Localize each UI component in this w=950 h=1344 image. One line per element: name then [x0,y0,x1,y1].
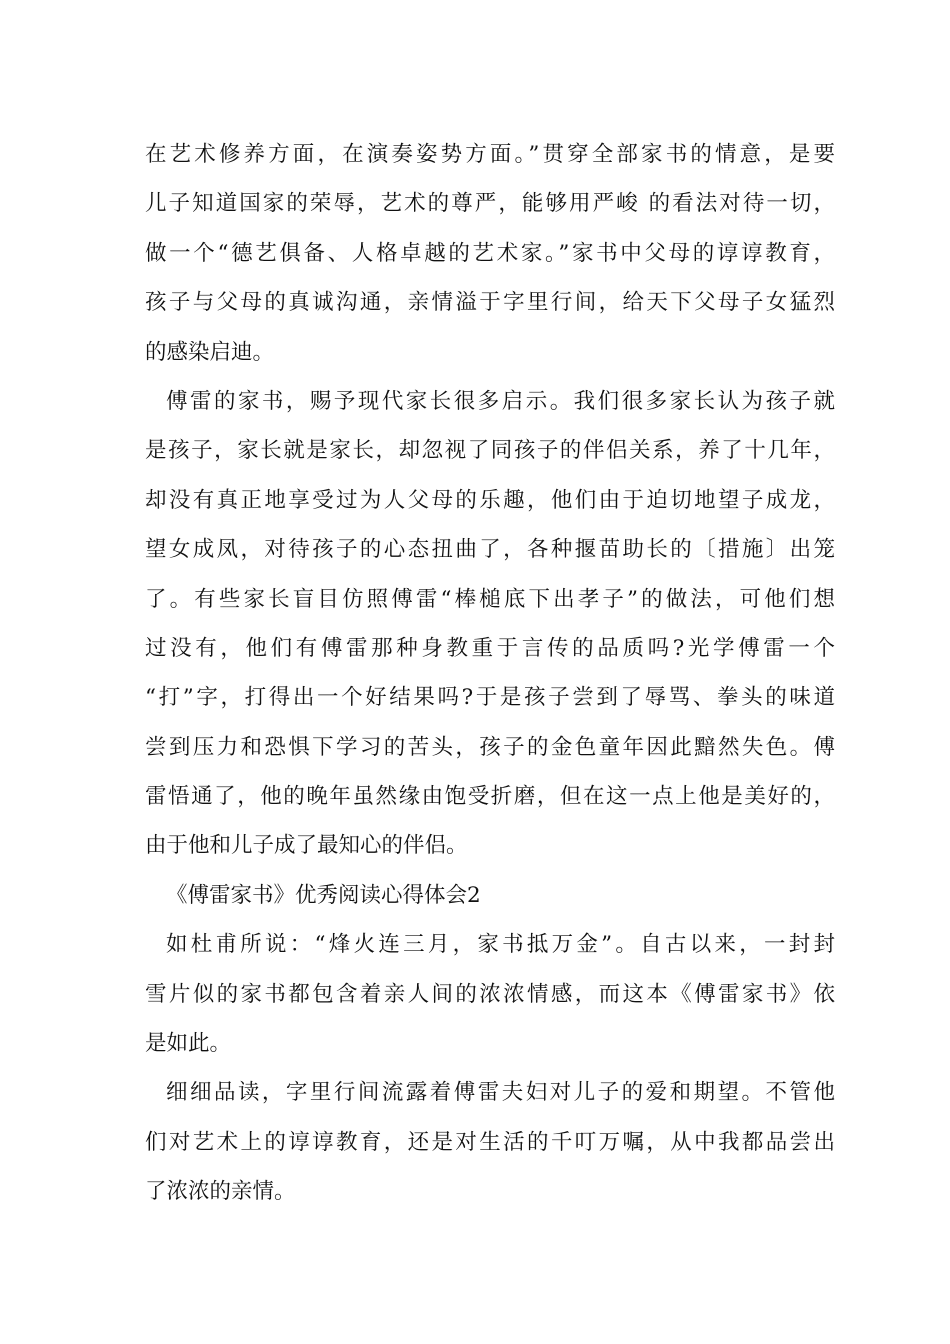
text-line: “打”字，打得出一个好结果吗?于是孩子尝到了辱骂、拳头的味道 [145,685,835,711]
text-line: 却没有真正地享受过为人父母的乐趣，他们由于迫切地望子成龙， [145,487,835,513]
text-line: 是孩子，家长就是家长，却忽视了同孩子的伴侣关系，养了十几年， [145,438,835,464]
document-body [145,130,835,1217]
text-line: 由于他和儿子成了最知心的伴侣。 [145,833,468,859]
text-line: 做一个“德艺俱备、人格卓越的艺术家。”家书中父母的谆谆教育， [145,240,835,266]
text-line: 雪片似的家书都包含着亲人间的浓浓情感，而这本《傅雷家书》依 [145,981,835,1007]
text-line: 雷悟通了，他的晚年虽然缘由饱受折磨，但在这一点上他是美好的， [145,784,835,810]
paragraph-first-line: 傅雷的家书，赐予现代家长很多启示。我们很多家长认为孩子就 [166,388,835,414]
text-line: 尝到压力和恐惧下学习的苦头，孩子的金色童年因此黯然失色。傅 [145,734,835,760]
text-line: 过没有，他们有傅雷那种身教重于言传的品质吗?光学傅雷一个 [145,635,835,661]
paragraph-first-line: 细细品读，字里行间流露着傅雷夫妇对儿子的爱和期望。不管他 [166,1080,835,1106]
text-line: 在艺术修养方面，在演奏姿势方面。”贯穿全部家书的情意，是要 [145,142,835,167]
paragraph-first-line: 如杜甫所说：“烽火连三月，家书抵万金”。自古以来，一封封 [166,932,835,958]
text-line: 了浓浓的亲情。 [145,1179,296,1205]
text-line: 望女成凤，对待孩子的心态扭曲了，各种揠苗助长的〔措施〕出笼 [145,537,835,563]
section-heading: 《傅雷家书》优秀阅读心得体会2 [166,882,481,908]
text-line: 们对艺术上的谆谆教育，还是对生活的千叮万嘱，从中我都品尝出 [145,1129,835,1155]
text-line: 孩子与父母的真诚沟通，亲情溢于字里行间，给天下父母子女猛烈 [145,290,835,316]
text-line: 是如此。 [145,1031,232,1057]
text-line: 的感染启迪。 [145,339,275,365]
text-line: 儿子知道国家的荣辱，艺术的尊严，能够用严峻 的看法对待一切， [145,191,835,217]
text-line: 了。有些家长盲目仿照傅雷“棒槌底下出孝子”的做法，可他们想 [145,586,835,612]
